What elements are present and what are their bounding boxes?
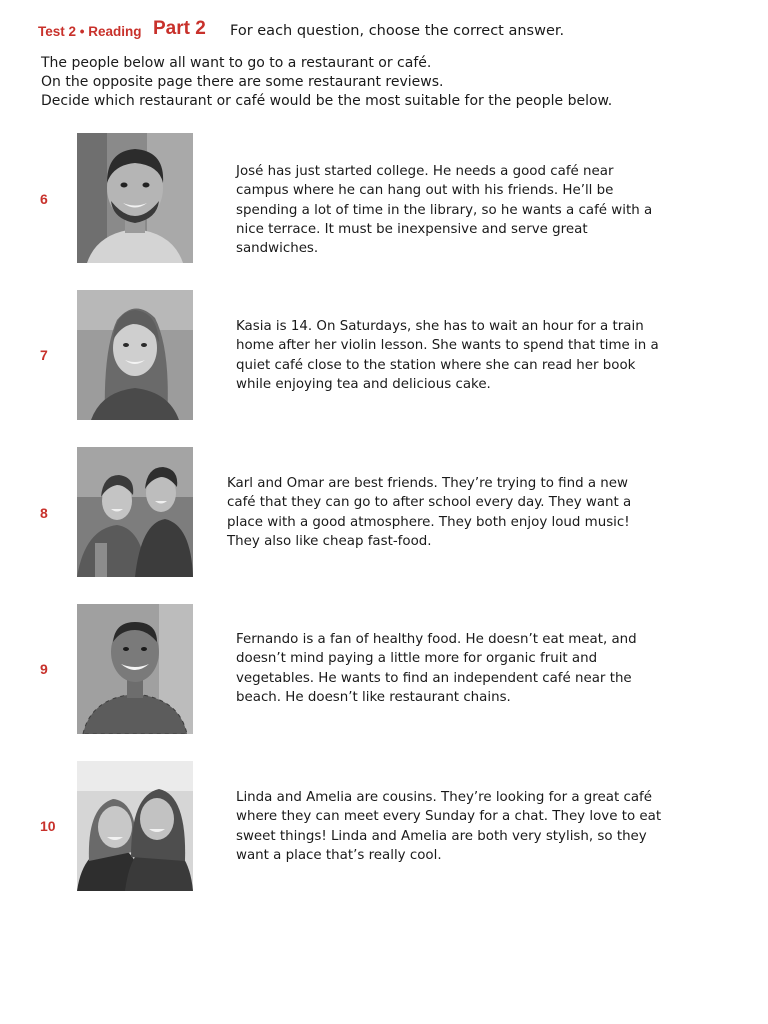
question-6 xyxy=(0,133,768,265)
intro-paragraph xyxy=(41,54,741,111)
question-text: Linda and Amelia are cousins. They’re looking for a great café where they can meet every Sunday for a chat. They love to eat sweet things! Linda and Amelia are both very stylish, so they want a place that’s really cool. xyxy=(236,790,662,863)
question-number: 7 xyxy=(40,347,48,363)
young-man-smiling-photo xyxy=(77,133,193,263)
two-friends-photo xyxy=(77,447,193,577)
intro-line: The people below all want to go to a restaurant or café. xyxy=(41,55,432,71)
question-8 xyxy=(0,447,768,579)
question-10 xyxy=(0,761,768,893)
man-checked-shirt-photo xyxy=(77,604,193,734)
question-number: 9 xyxy=(40,661,48,677)
question-number: 8 xyxy=(40,505,48,521)
question-number: 10 xyxy=(40,818,56,834)
question-text: José has just started college. He needs a good café near campus where he can hang out with his friends. He’ll be spending a lot of time in the library, so he wants a café with a nice terrace. It must be inexpensive and serve great sandwiches. xyxy=(236,164,653,257)
question-number: 6 xyxy=(40,191,48,207)
part-label: Part 2 xyxy=(153,18,206,39)
question-9 xyxy=(0,604,768,736)
intro-line: Decide which restaurant or café would be the most suitable for the people below. xyxy=(41,93,613,109)
question-7 xyxy=(0,290,768,422)
test-label: Test 2 • Reading xyxy=(38,24,142,39)
instruction-text: For each question, choose the correct answer. xyxy=(230,23,565,39)
question-text: Kasia is 14. On Saturdays, she has to wait an hour for a train home after her violin lesson. She wants to spend that time in a quiet café close to the station where she can read her book while enjoying tea and delicious cake. xyxy=(236,319,659,392)
two-cousins-hugging-photo xyxy=(77,761,193,891)
page-header xyxy=(38,18,758,48)
intro-line: On the opposite page there are some restaurant reviews. xyxy=(41,74,444,90)
question-text: Fernando is a fan of healthy food. He doesn’t eat meat, and doesn’t mind paying a little more for organic fruit and vegetables. He wants to find an independent café near the beach. He doesn’t like restaurant chains. xyxy=(236,632,637,705)
teenage-girl-smiling-photo xyxy=(77,290,193,420)
question-text: Karl and Omar are best friends. They’re trying to find a new café that they can go to after school every day. They want a place with a good atmosphere. They both enjoy loud music! They also like cheap fast-food. xyxy=(227,476,632,549)
